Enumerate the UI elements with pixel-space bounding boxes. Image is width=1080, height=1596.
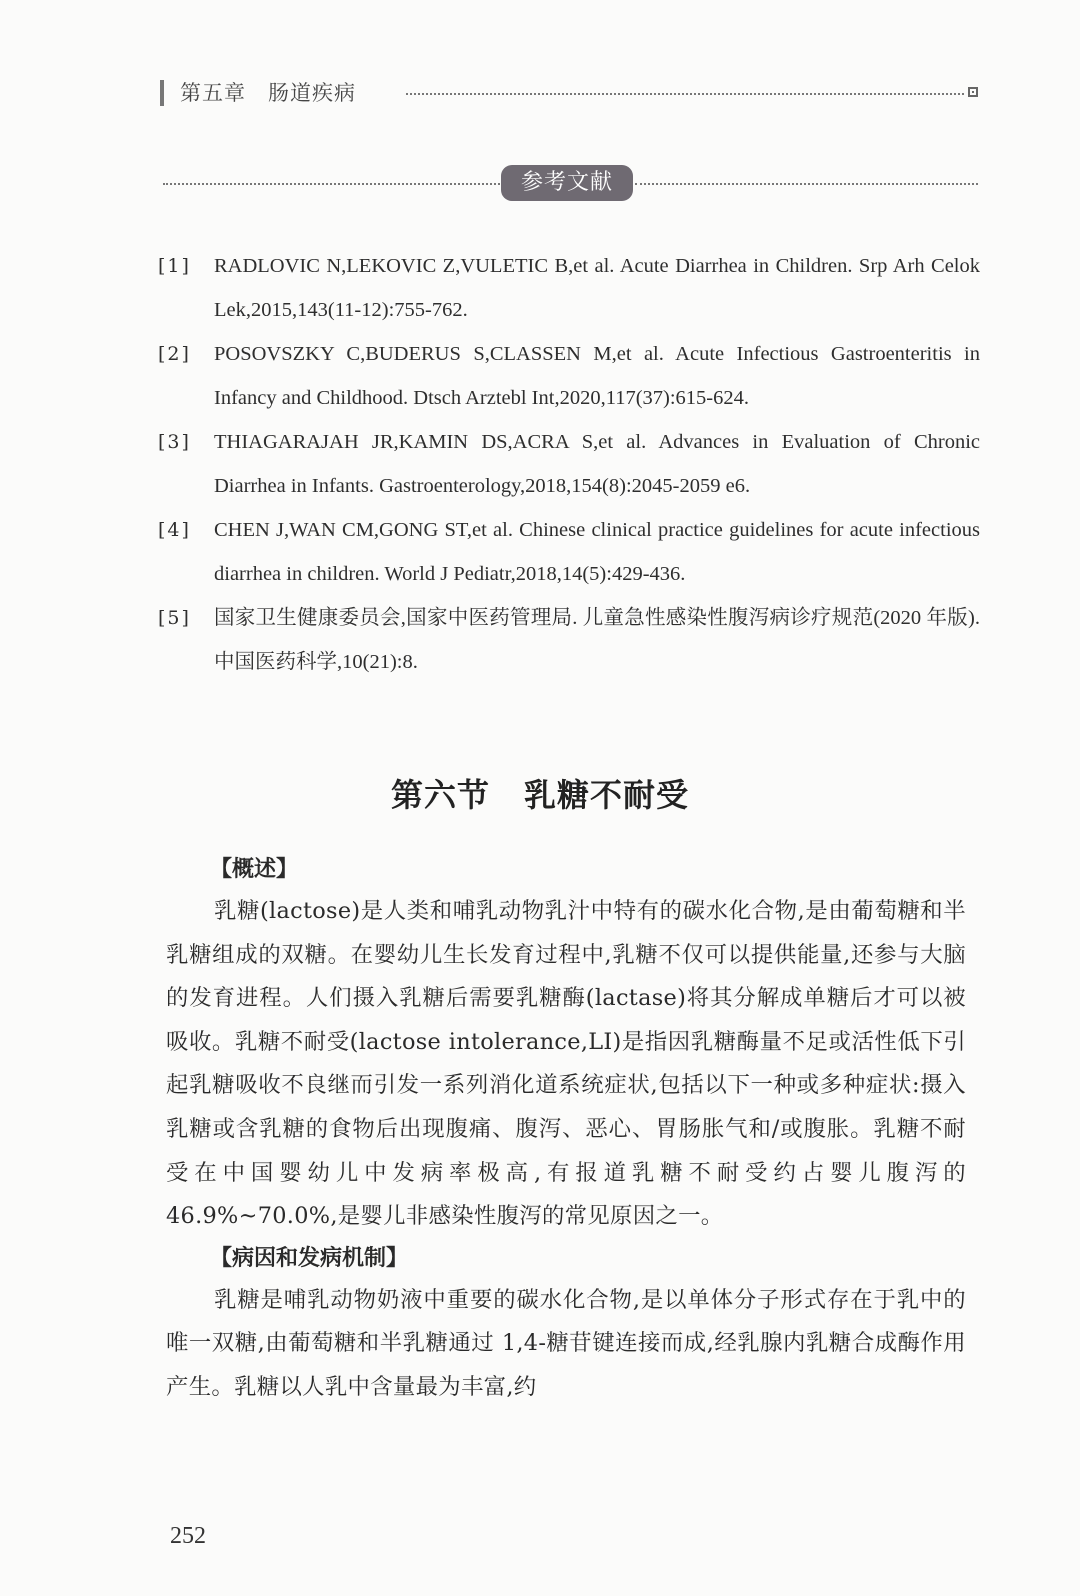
header-dotted-rule [406,93,964,95]
running-header [160,78,980,108]
reference-number: [5] [158,607,191,629]
overview-paragraph: 乳糖(lactose)是人类和哺乳动物乳汁中特有的碳水化合物,是由葡萄糖和半乳糖组成的双糖。在婴幼儿生长发育过程中,乳糖不仅可以提供能量,还参与大脑的发育进程。人们摄入乳糖后需要乳糖酶(lactase)将其分解成单糖后才可以被吸收。乳糖不耐受(lactose intolerance,LI)是指因乳糖酶量不足或活性低下引起乳糖吸收不良继而引发一系列消化道系统症状,包括以下一种或多种症状:摄入乳糖或含乳糖的食物后出现腹痛、腹泻、恶心、胃肠胀气和/或腹胀。乳糖不耐受在中国婴幼儿中发病率极高,有报道乳糖不耐受约占婴儿腹泻的 46.9%~70.0%,是婴儿非感染性腹泻的常见原因之一。 [166,898,966,1230]
chapter-number: 第五章 [180,81,246,105]
reference-number: [4] [158,519,191,541]
chapter-title: 肠道疾病 [268,81,356,105]
header-end-square-icon [968,87,978,97]
reference-text: CHEN J,WAN CM,GONG ST,et al. Chinese clinical practice guidelines for acute infectious diarrhea in children. World J Pediatr,2018,14(5):429-436. [214,519,980,585]
reference-item [158,508,980,596]
reference-text: THIAGARAJAH JR,KAMIN DS,ACRA S,et al. Advances in Evaluation of Chronic Diarrhea in Infants. Gastroenterology,2018,154(8):2045-2059 e6. [214,431,980,497]
reference-item [158,244,980,332]
references-banner [163,165,978,201]
section-name: 乳糖不耐受 [524,776,690,814]
reference-number: [1] [158,255,191,277]
reference-list [158,244,980,684]
etiology-heading: 【病因和发病机制】 [210,1245,409,1271]
reference-item [158,596,980,684]
reference-number: [2] [158,343,191,365]
body-text [166,850,966,1410]
dotted-rule-left [163,183,500,185]
section-title [0,770,1080,816]
reference-item [158,420,980,508]
page-number: 252 [170,1523,206,1549]
overview-heading: 【概述】 [210,857,299,882]
references-heading: 参考文献 [501,165,633,201]
reference-item [158,332,980,420]
reference-text: 国家卫生健康委员会,国家中医药管理局. 儿童急性感染性腹泻病诊疗规范(2020 年版). 中国医药科学,10(21):8. [214,607,980,673]
etiology-paragraph: 乳糖是哺乳动物奶液中重要的碳水化合物,是以单体分子形式存在于乳中的唯一双糖,由葡萄糖和半乳糖通过 1,4-糖苷键连接而成,经乳腺内乳糖合成酶作用产生。乳糖以人乳中含量最为丰富,约 [166,1286,966,1400]
reference-text: RADLOVIC N,LEKOVIC Z,VULETIC B,et al. Acute Diarrhea in Children. Srp Arh Celok Lek,2015,143(11-12):755-762. [214,255,980,321]
reference-number: [3] [158,431,191,453]
reference-text: POSOVSZKY C,BUDERUS S,CLASSEN M,et al. Acute Infectious Gastroenteritis in Infancy and Childhood. Dtsch Arztebl Int,2020,117(37):615-624. [214,343,980,409]
section-number: 第六节 [390,776,490,814]
header-bar [160,80,164,106]
header-chapter [180,78,356,108]
dotted-rule-right [635,183,978,185]
